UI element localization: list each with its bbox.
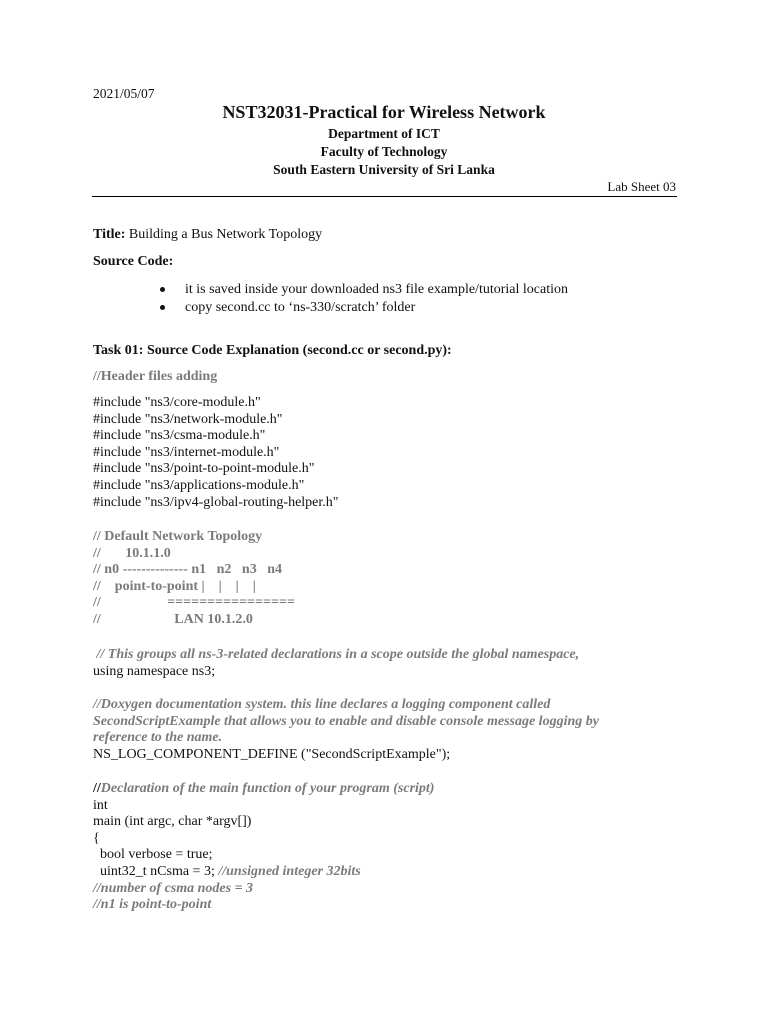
topology-line: // 10.1.1.0: [93, 545, 171, 561]
task-heading: Task 01: Source Code Explanation (second.cc or second.py):: [93, 343, 452, 358]
include-line: #include "ns3/core-module.h": [93, 395, 261, 410]
include-line: #include "ns3/point-to-point-module.h": [93, 461, 315, 477]
header-divider: [92, 196, 677, 197]
include-line: #include "ns3/internet-module.h": [93, 444, 280, 460]
namespace-line: using namespace ns3;: [93, 663, 216, 679]
main-function-block: [93, 781, 434, 914]
doxygen-comment-line: reference to the name.: [93, 730, 223, 746]
lab-title-text: Building a Bus Network Topology: [125, 227, 323, 242]
source-code-bullets: [160, 281, 568, 317]
lab-title-line: [93, 227, 322, 244]
source-code-label: Source Code:: [93, 254, 174, 269]
namespace-block: [93, 647, 579, 680]
bullet-icon: [160, 287, 165, 292]
doxygen-block: [93, 697, 693, 763]
topology-line: // LAN 10.1.2.0: [93, 611, 253, 627]
main-comment: //Declaration of the main function of your program (script): [93, 781, 435, 796]
include-line: #include "ns3/applications-module.h": [93, 477, 305, 493]
doxygen-comment-line: //Doxygen documentation system. this line declares a logging component called: [93, 697, 551, 712]
department-name: Department of ICT: [328, 126, 440, 141]
include-line: #include "ns3/network-module.h": [93, 411, 283, 427]
university-name: South Eastern University of Sri Lanka: [273, 162, 495, 177]
header-files-comment: //Header files adding: [93, 369, 218, 384]
log-component-define: NS_LOG_COMPONENT_DEFINE ("SecondScriptExample");: [93, 746, 451, 762]
include-list: [93, 395, 339, 511]
topology-line: // n0 -------------- n1 n2 n3 n4: [93, 562, 282, 578]
code-line: main (int argc, char *argv[]): [93, 814, 252, 830]
bullet-icon: [160, 305, 165, 310]
topology-comment: [93, 529, 295, 629]
include-line: #include "ns3/ipv4-global-routing-helper.h": [93, 494, 339, 510]
code-line: int: [93, 797, 108, 813]
document-date: 2021/05/07: [93, 86, 155, 101]
topology-line: // point-to-point | | | |: [93, 578, 256, 594]
namespace-comment: // This groups all ns-3-related declarations in a scope outside the global namespace,: [93, 647, 580, 662]
code-comment: //n1 is point-to-point: [93, 897, 212, 913]
doxygen-comment-line: SecondScriptExample that allows you to enable and disable console message logging by: [93, 713, 599, 729]
list-item: copy second.cc to ‘ns-330/scratch’ folder: [160, 299, 568, 317]
faculty-name: Faculty of Technology: [320, 144, 448, 159]
topology-line: // ================: [93, 595, 295, 611]
course-title: NST32031-Practical for Wireless Network: [222, 102, 546, 122]
ncsma-line: uint32_t nCsma = 3; //unsigned integer 32bits: [93, 863, 361, 879]
include-line: #include "ns3/csma-module.h": [93, 428, 266, 444]
lab-title-label: Title:: [93, 227, 126, 242]
topology-line: // Default Network Topology: [93, 529, 263, 544]
code-comment: //number of csma nodes = 3: [93, 880, 254, 896]
code-line: bool verbose = true;: [93, 847, 213, 863]
code-line: {: [93, 830, 100, 846]
list-item: it is saved inside your downloaded ns3 file example/tutorial location: [160, 281, 568, 299]
lab-sheet-label: Lab Sheet 03: [607, 179, 676, 194]
